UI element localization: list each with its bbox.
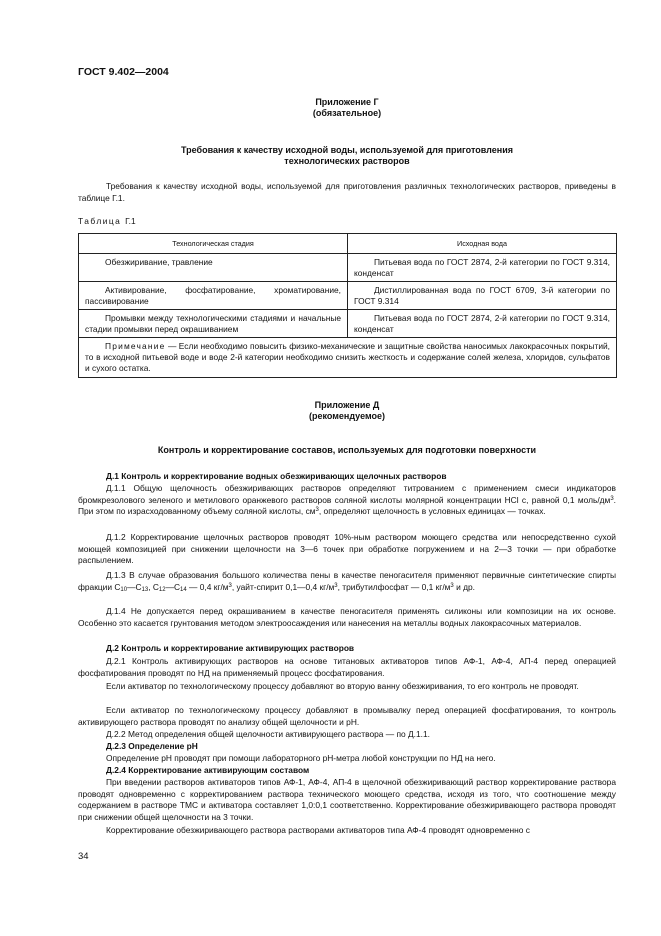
para-d2-1-p2: Если активатор по технологическому процессу добавляют во вторую ванну обезжиривания, то его контроль не проводят. xyxy=(106,681,579,691)
para-d2-4: При введении растворов активаторов типов АФ-1, АФ-4, АП-4 в щелочной обезжиривающий раствор корректирование раствора проводят одновременно с корректированием раствора технического моющего средства, исходя из того, что соотношение между содержанием в растворе ТМС и активатора составляет 1,0:0,1 соответственно. Корректирование обезжиривающего раствора проводят при снижении общей щелочности на 3 точки. xyxy=(78,777,616,822)
note-label: Примечание xyxy=(105,341,166,351)
page-number: 34 xyxy=(78,851,89,862)
note-text: — Если необходимо повысить физико-механические и защитные свойства наносимых лакокрасочных покрытий, то в исходной питьевой воде и воде 2-й категории необходимо снизить жесткость и содержание солей железа, хлоридов, сульфатов и сухого остатка. xyxy=(85,341,610,373)
section-d1-heading: Д.1 Контроль и корректирование водных обезжиривающих щелочных растворов xyxy=(106,471,447,481)
table-cell-water: Дистиллированная вода по ГОСТ 6709, 3-й категории по ГОСТ 9.314 xyxy=(348,282,617,310)
annex-g-heading-line1: Требования к качеству исходной воды, используемой для приготовления xyxy=(181,145,513,155)
table-row xyxy=(79,310,617,338)
para-d1-1: Д.1.1 Общую щелочность обезжиривающих растворов определяют титрованием с применением смеси индикаторов бромкрезолового зеленого и метилового оранжевого растворов соляной кислоты молярной концентрации HCl с, равной 0,1 моль/$дм^3$. При этом по израсходованному объему соляной кислоты, $см^3$, определяют щелочность в условных единицах — точках. xyxy=(78,483,616,517)
annex-g-heading-line2: технологических растворов xyxy=(284,156,410,166)
table-note-row xyxy=(79,338,617,378)
table-cell-water: Питьевая вода по ГОСТ 2874, 2-й категории по ГОСТ 9.314, конденсат xyxy=(348,310,617,338)
document-id: ГОСТ 9.402—2004 xyxy=(78,66,169,78)
para-d1-4: Д.1.4 Не допускается перед окрашиванием в качестве пеногасителя применять силиконы или композиции на их основе. Особенно это касается грунтования методом электроосаждения или нанесения на металлы водных лакокрасочных материалов. xyxy=(78,606,616,628)
table-cell-stage: Активирование, фосфатирование, хроматирование, пассивирование xyxy=(79,282,348,310)
table-cell-stage: Обезжиривание, травление xyxy=(79,254,348,282)
table-caption-number: Г.1 xyxy=(125,216,136,226)
table-header-row xyxy=(79,234,617,254)
table-row xyxy=(79,282,617,310)
annex-g-title: Приложение Г xyxy=(315,97,379,107)
table-g1 xyxy=(78,233,617,378)
annex-d-status: (рекомендуемое) xyxy=(309,411,385,421)
para-d1-2: Д.1.2 Корректирование щелочных растворов проводят 10%-ным раствором моющего средства или непосредственно сухой моющей композицией при снижении щелочности на 3—6 точек при обработке погружением и на 2—3 точки — при обработке распылением. xyxy=(78,532,616,566)
annex-d-heading: Контроль и корректирование составов, используемых для подготовки поверхности xyxy=(157,445,537,455)
para-d2-2: Д.2.2 Метод определения общей щелочности активирующего раствора — по Д.1.1. xyxy=(106,729,430,739)
section-d2-heading: Д.2 Контроль и корректирование активирующих растворов xyxy=(106,643,355,653)
col-header-water: Исходная вода xyxy=(348,234,617,254)
col-header-stage: Технологическая стадия xyxy=(79,234,348,254)
para-d2-4-p2: Корректирование обезжиривающего раствора растворами активаторов типа АФ-4 проводят одновременно с xyxy=(106,825,530,835)
para-d2-1: Д.2.1 Контроль активирующих растворов на основе титановых активаторов типов АФ-1, АФ-4, АП-4 перед операцией фосфатирования проводят по НД на применяемый процесс фосфатирования. xyxy=(78,656,616,678)
table-caption-word: Таблица xyxy=(78,216,122,226)
table-cell-water: Питьевая вода по ГОСТ 2874, 2-й категории по ГОСТ 9.314, конденсат xyxy=(348,254,617,282)
table-caption xyxy=(78,216,136,226)
section-d2-4-heading: Д.2.4 Корректирование активирующим составом xyxy=(106,765,310,775)
para-d1-3: Д.1.3 В случае образования большого количества пены в качестве пеногасителя применяют первичные синтетические спирты фракции С10—С13, С12—С14 — 0,4 $кг/м^3$, уайт-спирит 0,1—0,4 $кг/м^3$, трибутилфосфат — 0,1 $кг/м^3$ и др. xyxy=(78,570,616,593)
section-d2-3-heading: Д.2.3 Определение рН xyxy=(106,741,198,751)
para-d2-3: Определение рН проводят при помощи лабораторного рН-метра любой конструкции по НД на него. xyxy=(106,753,496,763)
table-note xyxy=(79,338,617,378)
annex-g-status: (обязательное) xyxy=(312,108,382,118)
para-d2-1-p3: Если активатор по технологическому процессу добавляют в промывалку перед операцией фосфатирования, то контроль активирующего раствора проводят по анализу общей щелочности и рН. xyxy=(78,705,616,727)
table-row xyxy=(79,254,617,282)
table-cell-stage: Промывки между технологическими стадиями и начальные стадии промывки перед окрашиванием xyxy=(79,310,348,338)
annex-d-title: Приложение Д xyxy=(314,400,380,410)
annex-g-intro: Требования к качеству исходной воды, используемой для приготовления различных технологических растворов, приведены в таблице Г.1. xyxy=(78,181,616,203)
